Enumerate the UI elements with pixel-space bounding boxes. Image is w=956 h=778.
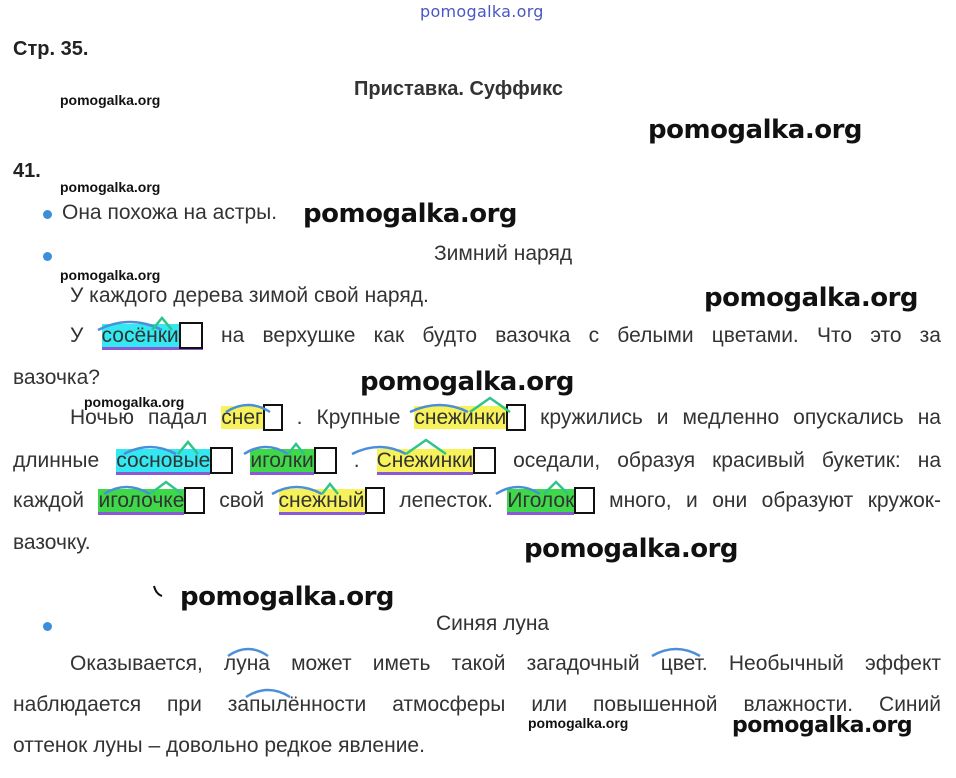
- bullet-marker: [43, 622, 52, 631]
- watermark: pomogalka.org: [704, 283, 919, 313]
- story-title: Синяя луна: [436, 612, 550, 635]
- word-snezhny: снежный: [279, 489, 365, 515]
- bullet-marker: [43, 252, 52, 261]
- watermark: pomogalka.org: [648, 115, 863, 145]
- exercise-number: 41.: [13, 160, 41, 182]
- word-igolki: иголки: [250, 449, 313, 475]
- ending-box: [473, 447, 496, 474]
- answer-sentence: Она похожа на астры.: [62, 201, 278, 224]
- word-sosnovye: сосновые: [116, 449, 210, 475]
- word-snezhinki-2: Снежинки: [377, 449, 474, 475]
- watermark: pomogalka.org: [303, 199, 518, 229]
- watermark: pomogalka.org: [360, 367, 575, 397]
- watermark: pomogalka.org: [60, 267, 161, 283]
- story-line: Ночью падал снег . Крупные снежинки кружились и медленно опускались на: [70, 406, 941, 429]
- story-line: У каждого дерева зимой свой наряд.: [70, 284, 429, 307]
- word-igolok: Иголок: [507, 489, 574, 515]
- story-line: каждой иголочке свой снежный лепесток. Иголок много, и они образуют кружок-: [13, 489, 941, 513]
- word-sneg: снег: [221, 406, 263, 429]
- ending-box: [365, 487, 385, 514]
- story-line: Оказывается, луна может иметь такой загадочный цвет. Необычный эффект: [70, 652, 941, 675]
- story-line: У сосёнки на верхушке как будто вазочка с белыми цветами. Что это за: [70, 324, 941, 348]
- word-sosenki: сосёнки: [102, 324, 203, 350]
- story-line: длинные сосновые иголки . Снежинки оседали, образуя красивый букетик: на: [13, 449, 941, 473]
- story-line: оттенок луны – довольно редкое явление.: [13, 734, 425, 757]
- story-title: Зимний наряд: [434, 242, 573, 265]
- word-snezhinki: снежинки: [414, 406, 507, 429]
- ending-box: [574, 487, 594, 514]
- watermark: pomogalka.org: [180, 582, 395, 612]
- watermark: pomogalka.org: [524, 534, 739, 564]
- word-igolochke: иголочке: [98, 489, 184, 515]
- watermark: pomogalka.org: [732, 713, 913, 738]
- ending-box: [263, 404, 283, 431]
- watermark: pomogalka.org: [60, 179, 161, 195]
- ending-box: [314, 447, 337, 474]
- watermark: pomogalka.org: [528, 715, 629, 731]
- page-label: Стр. 35.: [13, 38, 89, 60]
- ending-box: [210, 447, 233, 474]
- ending-box: [179, 322, 203, 349]
- watermark: pomogalka.org: [84, 394, 185, 410]
- story-line: наблюдается при запылённости атмосферы или повышенной влажности. Синий: [13, 693, 941, 716]
- watermark: pomogalka.org: [60, 92, 161, 108]
- story-line: вазочку.: [13, 531, 91, 554]
- story-line: вазочка?: [13, 366, 100, 389]
- ending-box: [506, 404, 526, 431]
- bullet-marker: [43, 210, 52, 219]
- section-title: Приставка. Суффикс: [354, 78, 563, 100]
- stray-mark: [154, 586, 162, 596]
- ending-box: [184, 487, 204, 514]
- watermark-top: pomogalka.org: [420, 2, 544, 21]
